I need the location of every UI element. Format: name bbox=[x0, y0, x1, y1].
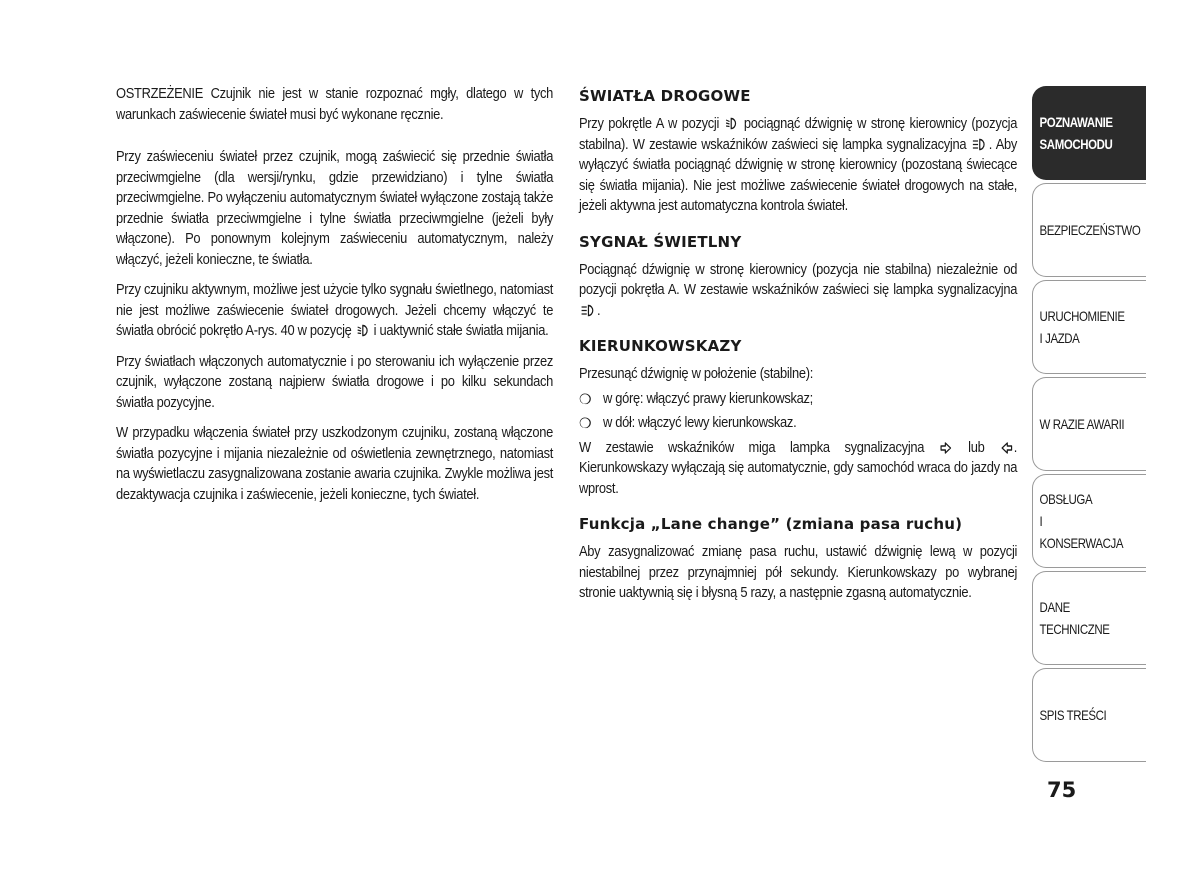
chapter-tabs bbox=[1032, 86, 1148, 765]
tab-spis-tresci[interactable] bbox=[1032, 668, 1146, 762]
tab-bezpieczenstwo[interactable] bbox=[1032, 183, 1146, 277]
body-paragraph: Przesunąć dźwignię w położenie (stabilne): bbox=[579, 365, 814, 382]
section-heading: SYGNAŁ ŚWIETLNY bbox=[579, 232, 742, 251]
high-beam-warning-lamp-icon bbox=[581, 304, 596, 317]
tab-label: URUCHOMIENIE I JAZDA bbox=[1039, 308, 1125, 346]
left-text-column bbox=[116, 84, 553, 515]
body-paragraph: Pociągnąć dźwignię w stronę kierownicy (pozycja nie stabilna) niezależnie od pozycji pokrętła A. W zestawie wskaźników zaświeci się lampka sygnalizacyjna . bbox=[579, 260, 1018, 319]
right-turn-arrow-icon bbox=[941, 442, 952, 454]
tab-label: OBSŁUGA I KONSERWACJA bbox=[1039, 491, 1124, 551]
body-paragraph: W przypadku włączenia świateł przy uszkodzonym czujniku, zostaną włączone światła pozycyjne i mijania niezależnie od oświetlenia zewnętrznego, natomiast na wyświetlaczu zasygnalizowana zostanie awaria czujnika. Zwykle możliwa jest dezaktywacja czujnika i zaświecenie, jeżeli konieczne, tych świateł. bbox=[116, 424, 554, 503]
tab-dane-techniczne[interactable] bbox=[1032, 571, 1146, 665]
body-paragraph: Przy światłach włączonych automatycznie i po sterowaniu ich wyłączenie przez czujnik, wyłączone zostaną najpierw światła drogowe i po kilku sekundach światła pozycyjne. bbox=[116, 352, 554, 411]
list-item: ❍ w górę: włączyć prawy kierunkowskaz; bbox=[579, 389, 1017, 414]
high-beam-warning-lamp-icon bbox=[972, 138, 987, 151]
tab-label: W RAZIE AWARII bbox=[1039, 416, 1125, 432]
circle-bullet-icon: ❍ bbox=[579, 390, 592, 407]
flash-section bbox=[579, 233, 1017, 322]
tab-label: SPIS TREŚCI bbox=[1039, 707, 1107, 723]
body-paragraph: W zestawie wskaźników miga lampka sygnalizacyjna lub . Kierunkowskazy wyłączają się automatycznie, gdy samochód wraca do jazdy na wprost. bbox=[579, 438, 1018, 497]
section-heading: KIERUNKOWSKAZY bbox=[579, 337, 742, 355]
page-number: 75 bbox=[1047, 778, 1077, 802]
tab-w-razie-awarii[interactable] bbox=[1032, 377, 1146, 471]
body-paragraph: Przy czujniku aktywnym, możliwe jest użycie tylko sygnału świetlnego, natomiast nie jest możliwe zaświecenie świateł drogowych. Jeżeli chcemy włączyć te światła obrócić pokrętło A-rys. 40 w pozycję i uaktywnić stałe światła mijania. bbox=[116, 281, 554, 339]
tab-label: DANE TECHNICZNE bbox=[1039, 599, 1110, 637]
lane-change-section bbox=[579, 515, 1017, 604]
headlight-dial-icon bbox=[725, 117, 737, 130]
body-paragraph: Aby zasygnalizować zmianę pasa ruchu, ustawić dźwignię lewą w pozycji niestabilnej przez przynajmniej pół sekundy. Kierunkowskazy po wybranej stronie uaktywnią się i błysną 5 razy, a następnie zgasną automatycznie. bbox=[579, 543, 1018, 601]
body-paragraph: Przy pokrętle A w pozycji pociągnąć dźwignię w stronę kierownicy (pozycja stabilna). W zestawie wskaźników zaświeci się lampka sygnalizacyjna . Aby wyłączyć światła pociągnąć dźwignię w stronę kierownicy (pozostaną świecące się światła mijania). Nie jest możliwe zaświecenie świateł drogowych na stałe, jeżeli aktywna jest automatyczna kontrola świateł. bbox=[579, 115, 1018, 214]
high-beam-section bbox=[579, 87, 1017, 217]
section-heading: ŚWIATŁA DROGOWE bbox=[579, 87, 751, 105]
circle-bullet-icon: ❍ bbox=[579, 415, 592, 431]
section-heading: Funkcja „Lane change” (zmiana pasa ruchu) bbox=[579, 515, 963, 533]
headlight-dial-icon bbox=[357, 324, 369, 337]
right-text-column bbox=[579, 84, 1017, 614]
left-turn-arrow-icon bbox=[1001, 442, 1012, 454]
tab-poznawanie-samochodu[interactable] bbox=[1032, 86, 1146, 180]
tab-obsluga-i-konserwacja[interactable] bbox=[1032, 474, 1146, 568]
body-paragraph: Przy zaświeceniu świateł przez czujnik, mogą zaświecić się przednie światła przeciwmgielne (dla wersji/rynku, gdzie przewidziano) i tylne światła przeciwmgielne. Po wyłączeniu automatycznym świateł wyłączone zostają także przednie światła przeciwmgielne i tylne światła przeciwmgielne (jeżeli były włączone). Po ponownym kolejnym zaświeceniu automatycznym, należy włączyć, jeżeli konieczne, te światła. bbox=[116, 148, 554, 268]
tab-label: POZNAWANIE SAMOCHODU bbox=[1039, 114, 1113, 152]
list-item: ❍ w dół: włączyć lewy kierunkowskaz. bbox=[579, 413, 1017, 438]
tab-uruchomienie-i-jazda[interactable] bbox=[1032, 280, 1146, 374]
warning-paragraph: OSTRZEŻENIE Czujnik nie jest w stanie rozpoznać mgły, dlatego w tych warunkach zaświecenie świateł musi być wykonane ręcznie. bbox=[116, 85, 554, 123]
indicators-section bbox=[579, 337, 1017, 499]
tab-label: BEZPIECZEŃSTWO bbox=[1039, 222, 1141, 238]
